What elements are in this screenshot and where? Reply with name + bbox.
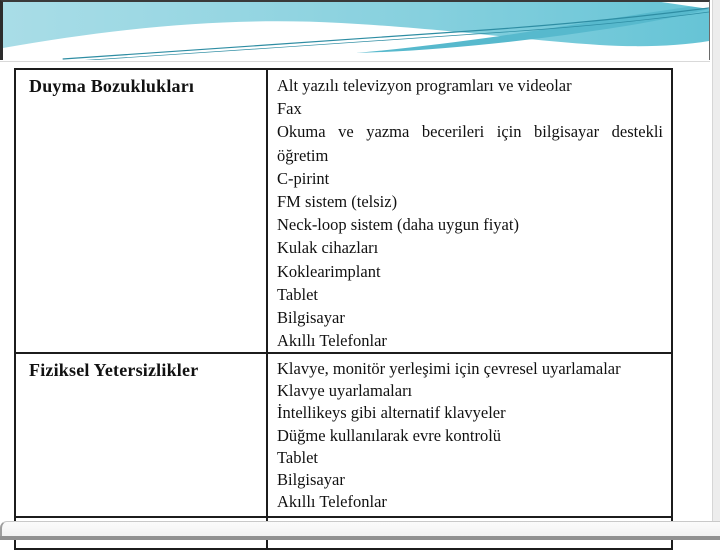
assistive-tech-item: Alt yazılı televizyon programları ve videolar [277, 76, 572, 95]
items-cell [268, 70, 671, 352]
assistive-tech-item: C-pirint [277, 168, 330, 188]
header-bottom-shadow [0, 61, 710, 62]
assistive-tech-item: Düğme kullanılarak evre kontrolü [277, 425, 502, 445]
category-cell: Fiziksel Yetersizlikler [16, 354, 268, 516]
assistive-tech-item: Kulak cihazları [277, 238, 379, 258]
assistive-technology-table [14, 68, 673, 550]
table-row-physical-disabilities [16, 352, 671, 516]
assistive-tech-item: Tablet [277, 447, 318, 467]
assistive-tech-item: Koklearimplant [277, 261, 381, 281]
slide-right-gutter [712, 0, 720, 540]
table-row-hearing-impairments [16, 70, 671, 352]
assistive-tech-item: Okuma ve yazma becerileri için bilgisayar destekli öğretim [277, 122, 663, 165]
slide-header-wave-banner [0, 0, 710, 60]
slide-bottom-edge [0, 536, 720, 540]
assistive-tech-item: Neck-loop sistem (daha uygun fiyat) [277, 215, 519, 235]
assistive-tech-item: İntellikeys gibi alternatif klavyeler [277, 403, 506, 423]
assistive-tech-item: Bilgisayar [277, 470, 345, 490]
assistive-tech-item: Klavye, monitör yerleşimi için çevresel uyarlamalar [277, 359, 621, 378]
assistive-tech-item: Akıllı Telefonlar [277, 331, 387, 351]
wave-graphic [3, 2, 709, 60]
items-cell [268, 354, 671, 516]
assistive-tech-item: Akıllı Telefonlar [277, 492, 387, 512]
assistive-tech-item: Klavye uyarlamaları [277, 381, 413, 401]
assistive-tech-item: Bilgisayar [277, 308, 345, 328]
assistive-tech-item: FM sistem (telsiz) [277, 192, 398, 212]
category-cell: Duyma Bozuklukları [16, 70, 268, 352]
assistive-tech-item: Fax [277, 99, 302, 119]
assistive-tech-item: Tablet [277, 284, 318, 304]
